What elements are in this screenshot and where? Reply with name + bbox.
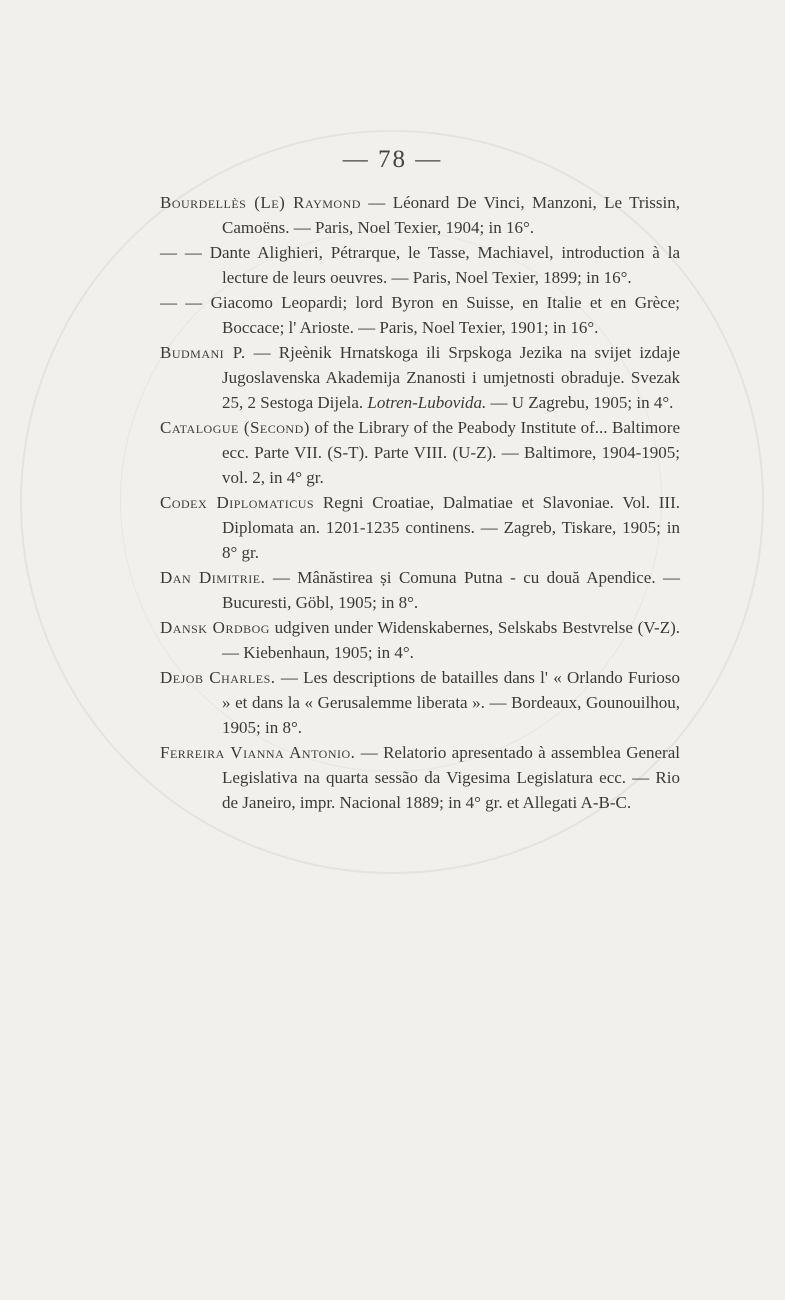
bibliography-entry xyxy=(160,190,680,240)
entry-author: Catalogue (Second) xyxy=(160,418,310,437)
entry-author: Bourdellès (Le) Raymond xyxy=(160,193,361,212)
entry-author: Ferreira Vianna Antonio. xyxy=(160,743,356,762)
page-number: — 78 — xyxy=(342,146,443,173)
bibliography-entry xyxy=(160,665,680,740)
bibliography-entry xyxy=(160,240,680,290)
bibliography-entry xyxy=(160,340,680,415)
entry-text: Regni Croatiae, Dalmatiae et Slavoniae. Vol. III. Diplomata an. 1201-1235 continens. — Zagreb, Tiskare, 1905; in 8° gr. xyxy=(222,493,680,562)
bibliography-entry xyxy=(160,290,680,340)
entry-text: — — Dante Alighieri, Pétrarque, le Tasse, Machiavel, introduction à la lecture de leurs oeuvres. — Paris, Noel Texier, 1899; in 16°. xyxy=(160,243,680,287)
entry-text: of the Library of the Peabody Institute of... Baltimore ecc. Parte VII. (S-T). Parte VIII. (U-Z). — Baltimore, 1904-1905; vol. 2, in 4° gr. xyxy=(222,418,680,487)
entry-italic-title: Lotren-Lubovida. xyxy=(363,393,487,412)
entry-author: Dejob Charles. xyxy=(160,668,276,687)
entry-text: — — Giacomo Leopardi; lord Byron en Suisse, en Italie et en Grèce; Boccace; l' Arioste. — Paris, Noel Texier, 1901; in 16°. xyxy=(160,293,680,337)
bibliography-list xyxy=(160,190,680,815)
entry-author: Budmani P. xyxy=(160,343,246,362)
entry-text: — Mânăstirea și Comuna Putna - cu două Apendice. — Bucuresti, Göbl, 1905; in 8°. xyxy=(222,568,680,612)
entry-text: — Léonard De Vinci, Manzoni, Le Trissin, Camoëns. — Paris, Noel Texier, 1904; in 16°. xyxy=(222,193,681,237)
entry-text: — Rjeènik Hrnatskoga ili Srpskoga Jezika na svijet izdaje Jugoslavenska Akademija Znanosti i umjetnosti obraduje. Svezak 25, 2 Sestoga Dijela. xyxy=(222,343,680,412)
bibliography-entry xyxy=(160,490,680,565)
entry-text: — Les descriptions de batailles dans l' « Orlando Furioso » et dans la « Gerusalemme liberata ». — Bordeaux, Gounouilhou, 1905; in 8°. xyxy=(222,668,680,737)
bibliography-entry xyxy=(160,415,680,490)
entry-author: Dansk Ordbog xyxy=(160,618,270,637)
bibliography-entry xyxy=(160,740,680,815)
entry-text: — Relatorio apresentado à assemblea General Legislativa na quarta sessão da Vigesima Legislatura ecc. — Rio de Janeiro, impr. Nacional 1889; in 4° gr. et Allegati A-B-C. xyxy=(222,743,680,812)
bibliography-entry xyxy=(160,615,680,665)
entry-author: Dan Dimitrie. xyxy=(160,568,266,587)
bibliography-entry xyxy=(160,565,680,615)
entry-text-tail: — U Zagrebu, 1905; in 4°. xyxy=(486,393,674,412)
entry-text: udgiven under Widenskabernes, Selskabs Bestvrelse (V-Z). — Kiebenhaun, 1905; in 4°. xyxy=(222,618,680,662)
entry-author: Codex Diplomaticus xyxy=(160,493,315,512)
